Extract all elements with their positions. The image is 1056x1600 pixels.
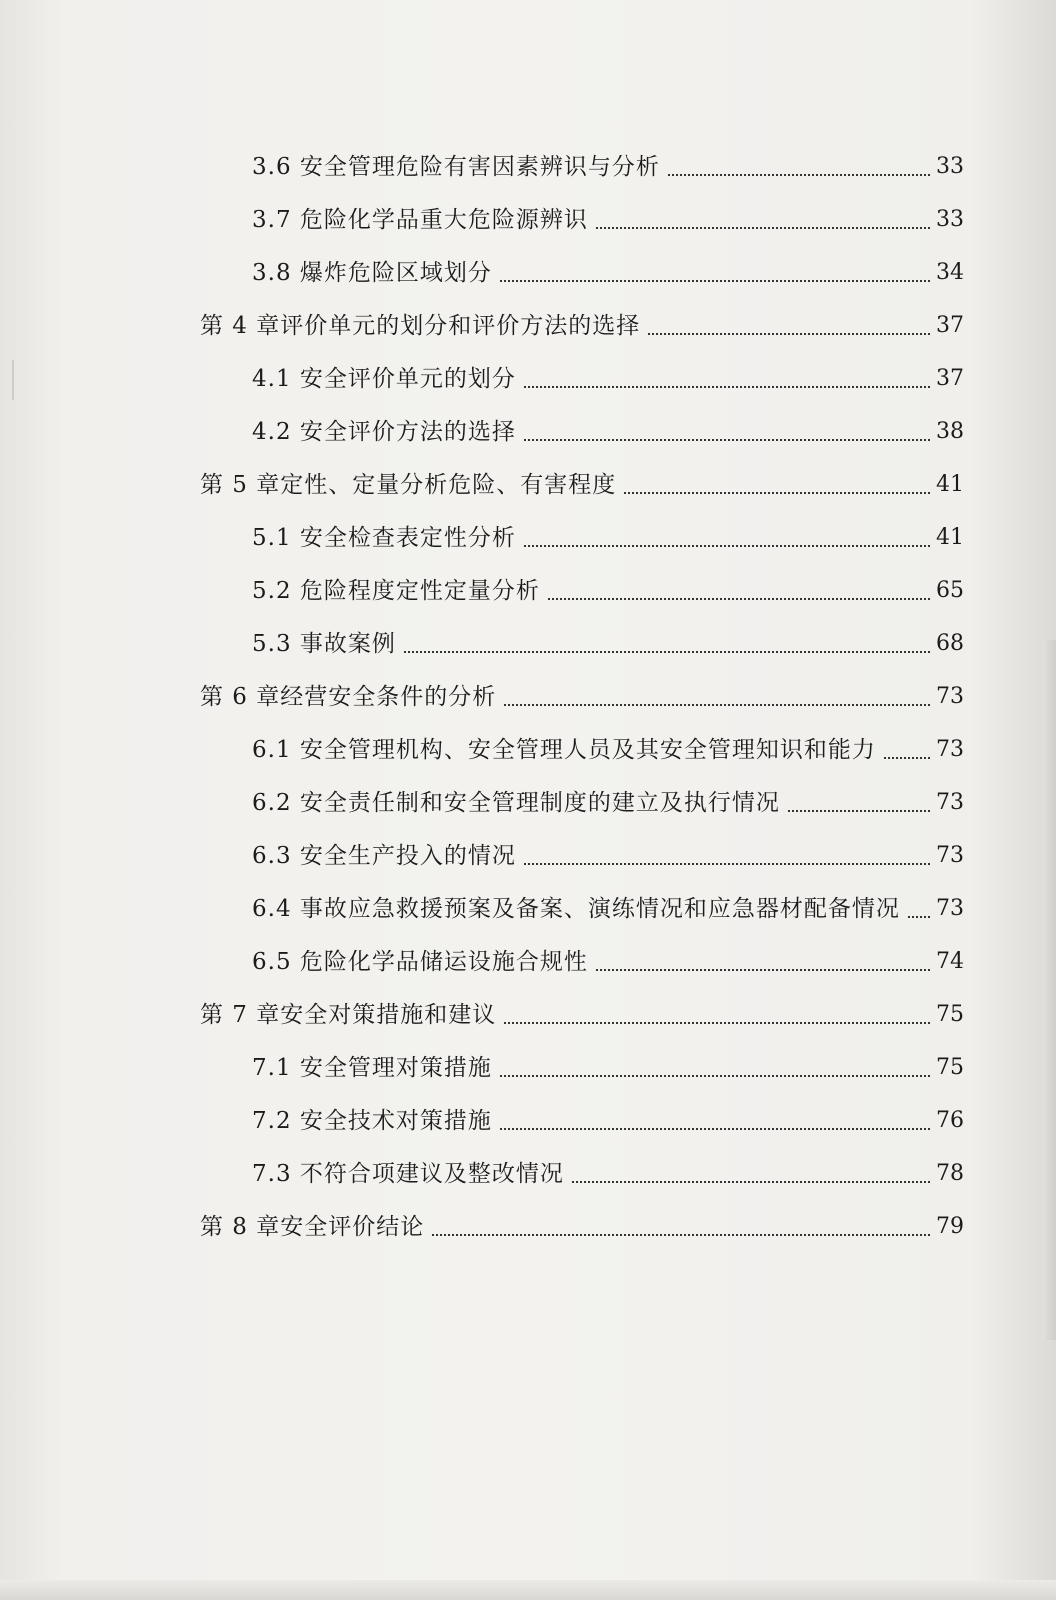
toc-entry-page: 68 [936,631,964,656]
toc-entry-title: 3.8 爆炸危险区域划分 [252,260,492,286]
toc-entry-3-6[interactable] [252,146,964,182]
toc-entry-page: 37 [936,366,964,391]
toc-entry-title: 7.3 不符合项建议及整改情况 [252,1161,564,1187]
toc-entry-title: 5.2 危险程度定性定量分析 [252,578,540,604]
toc-entry-page: 73 [936,684,964,709]
toc-leader-dots [908,916,930,918]
toc-chapter-4[interactable] [200,305,964,341]
toc-entry-title: 5.1 安全检查表定性分析 [252,525,516,551]
toc-leader-dots [572,1181,930,1183]
toc-entry-7-1[interactable] [252,1047,964,1083]
toc-entry-page: 73 [936,896,964,921]
toc-entry-6-2[interactable] [252,782,964,818]
toc-entry-page: 38 [936,419,964,444]
toc-leader-dots [524,545,930,547]
toc-leader-dots [788,810,930,812]
toc-chapter-8[interactable] [200,1206,964,1242]
toc-entry-title: 6.2 安全责任制和安全管理制度的建立及执行情况 [252,790,780,816]
toc-entry-4-1[interactable] [252,358,964,394]
toc-entry-3-7[interactable] [252,199,964,235]
toc-entry-page: 73 [936,843,964,868]
toc-chapter-title: 第 6 章经营安全条件的分析 [200,684,497,710]
toc-entry-page: 73 [936,737,964,762]
toc-entry-6-5[interactable] [252,941,964,977]
toc-entry-5-2[interactable] [252,570,964,606]
toc-entry-page: 73 [936,790,964,815]
toc-leader-dots [548,598,930,600]
toc-entry-5-1[interactable] [252,517,964,553]
toc-leader-dots [624,492,930,494]
toc-entry-page: 65 [936,578,964,603]
toc-leader-dots [500,280,930,282]
toc-entry-6-1[interactable] [252,729,964,765]
toc-entry-5-3[interactable] [252,623,964,659]
toc-entry-7-2[interactable] [252,1100,964,1136]
toc-entry-title: 6.1 安全管理机构、安全管理人员及其安全管理知识和能力 [252,737,876,763]
toc-leader-dots [504,704,930,706]
toc-chapter-title: 第 5 章定性、定量分析危险、有害程度 [200,472,617,498]
toc-entry-page: 74 [936,949,964,974]
toc-leader-dots [404,651,930,653]
toc-entry-6-3[interactable] [252,835,964,871]
toc-entry-page: 76 [936,1108,964,1133]
toc-chapter-5[interactable] [200,464,964,500]
toc-entry-page: 33 [936,154,964,179]
toc-chapter-title: 第 4 章评价单元的划分和评价方法的选择 [200,313,641,339]
toc-leader-dots [524,863,930,865]
toc-entry-page: 78 [936,1161,964,1186]
toc-entry-page: 34 [936,260,964,285]
toc-entry-title: 7.1 安全管理对策措施 [252,1055,492,1081]
toc-entry-3-8[interactable] [252,252,964,288]
toc-entry-page: 75 [936,1002,964,1027]
toc-entry-title: 3.6 安全管理危险有害因素辨识与分析 [252,154,660,180]
toc-entry-title: 5.3 事故案例 [252,631,396,657]
toc-entry-title: 4.2 安全评价方法的选择 [252,419,516,445]
toc-leader-dots [884,757,930,759]
toc-leader-dots [500,1075,930,1077]
toc-leader-dots [524,386,930,388]
toc-leader-dots [648,333,930,335]
toc-chapter-6[interactable] [200,676,964,712]
toc-entry-page: 79 [936,1214,964,1239]
toc-leader-dots [596,227,930,229]
toc-entry-page: 41 [936,525,964,550]
toc-entry-title: 6.5 危险化学品储运设施合规性 [252,949,588,975]
toc-leader-dots [668,174,930,176]
toc-entry-title: 3.7 危险化学品重大危险源辨识 [252,207,588,233]
toc-leader-dots [596,969,930,971]
toc-leader-dots [432,1234,930,1236]
toc-leader-dots [524,439,930,441]
toc-leader-dots [504,1022,930,1024]
toc-entry-page: 33 [936,207,964,232]
toc-entry-page: 75 [936,1055,964,1080]
toc-chapter-7[interactable] [200,994,964,1030]
toc-leader-dots [500,1128,930,1130]
toc-entry-4-2[interactable] [252,411,964,447]
toc-entry-page: 37 [936,313,964,338]
toc-entry-7-3[interactable] [252,1153,964,1189]
toc-entry-title: 6.4 事故应急救援预案及备案、演练情况和应急器材配备情况 [252,896,900,922]
toc-chapter-title: 第 7 章安全对策措施和建议 [200,1002,497,1028]
toc-chapter-title: 第 8 章安全评价结论 [200,1214,425,1240]
toc-entry-title: 4.1 安全评价单元的划分 [252,366,516,392]
toc-entry-6-4[interactable] [252,888,964,924]
toc-entry-title: 7.2 安全技术对策措施 [252,1108,492,1134]
toc-entry-page: 41 [936,472,964,497]
toc-entry-title: 6.3 安全生产投入的情况 [252,843,516,869]
